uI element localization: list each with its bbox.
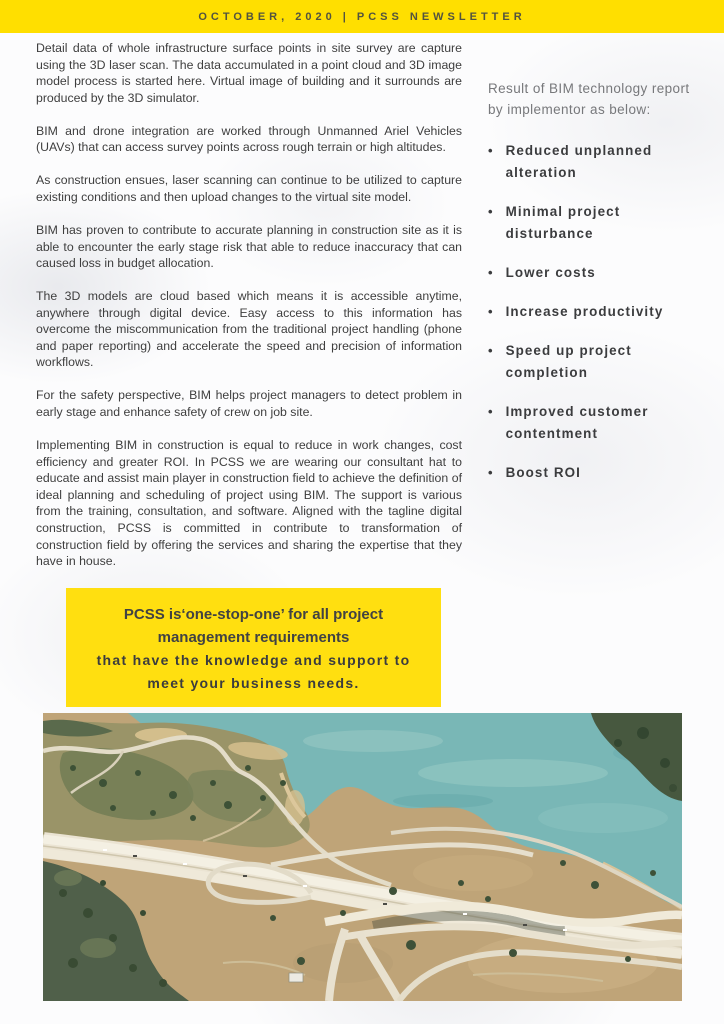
benefit-item (488, 301, 700, 323)
article-paragraph: As construction ensues, laser scanning can continue to be utilized to capture existing conditions and then upload changes to the virtual site model. (36, 173, 462, 204)
article-paragraph: Detail data of whole infrastructure surface points in site survey are capture using the 3D laser scan. The data accumulated in a point cloud and 3D image model process is started here. Virtual image of building and it surrounds are produced by the 3D simulator. (36, 41, 462, 105)
interchange-aerial-photo (43, 713, 682, 1001)
benefit-item (488, 140, 700, 184)
benefit-item (488, 201, 700, 245)
bullet-dot-icon: • (488, 465, 493, 480)
benefit-item (488, 340, 700, 384)
article-paragraph: BIM has proven to contribute to accurate planning in construction site as it is able to encounter the early stage risk that able to reduce inaccuracy that can caused loss in budget allocation. (36, 222, 462, 271)
callout-line: meet your business needs. (147, 675, 360, 692)
benefit-item (488, 401, 700, 445)
benefits-list (488, 140, 700, 484)
bullet-dot-icon: • (488, 204, 493, 219)
article-paragraph: Implementing BIM in construction is equal to reduce in work changes, cost efficiency and greater ROI. In PCSS we are wearing our consultant hat to educate and assist main player in construction field to achieve the definition of ideal planning and scheduling of project using BIM. The support is various from the training, consultation, and software. Aligned with the tagline digital construction, PCSS is committed in contribute to transformation of construction field by offering the services and sharing the expertise that they have in house. (36, 438, 462, 569)
benefit-label: Speed up project completion (505, 343, 632, 380)
article-paragraph: BIM and drone integration are worked through Unmanned Ariel Vehicles (UAVs) that can access survey points across rough terrain or high altitudes. (36, 123, 462, 155)
bullet-dot-icon: • (488, 265, 493, 280)
benefit-item (488, 262, 700, 284)
tagline-callout (66, 588, 441, 707)
content-columns (0, 33, 724, 586)
benefit-label: Reduced unplanned alteration (505, 143, 653, 180)
bullet-dot-icon: • (488, 343, 493, 358)
interchange-photo-graphic (43, 713, 682, 1001)
benefit-label: Improved customer contentment (505, 404, 649, 441)
small-building (289, 973, 303, 982)
benefits-sidebar (488, 40, 700, 501)
bullet-dot-icon: • (488, 404, 493, 419)
article-paragraph: The 3D models are cloud based which means it is accessible anytime, anywhere through digital device. Easy access to this information has overcome the miscommunication from the traditional project handling (phone and paper reporting) and accelerate the speed and precision of information workflows. (36, 289, 462, 370)
benefit-label: Increase productivity (505, 304, 664, 319)
benefit-label: Minimal project disturbance (505, 204, 621, 241)
bullet-dot-icon: • (488, 143, 493, 158)
benefit-label: Lower costs (505, 265, 596, 280)
sidebar-heading: Result of BIM technology report by implementor as below: (488, 81, 690, 117)
article-paragraph: For the safety perspective, BIM helps project managers to detect problem in early stage and enhance safety of crew on job site. (36, 388, 462, 420)
callout-line: that have the knowledge and support to (96, 652, 411, 669)
article-column (36, 40, 462, 586)
bullet-dot-icon: • (488, 304, 493, 319)
benefit-label: Boost ROI (505, 465, 581, 480)
masthead-bar (0, 0, 724, 33)
benefit-item (488, 462, 700, 484)
callout-line: PCSS is‘one-stop-one’ for all project (123, 606, 384, 624)
masthead-title: OCTOBER, 2020 | PCSS NEWSLETTER (198, 10, 526, 23)
callout-line: management requirements (157, 629, 350, 647)
